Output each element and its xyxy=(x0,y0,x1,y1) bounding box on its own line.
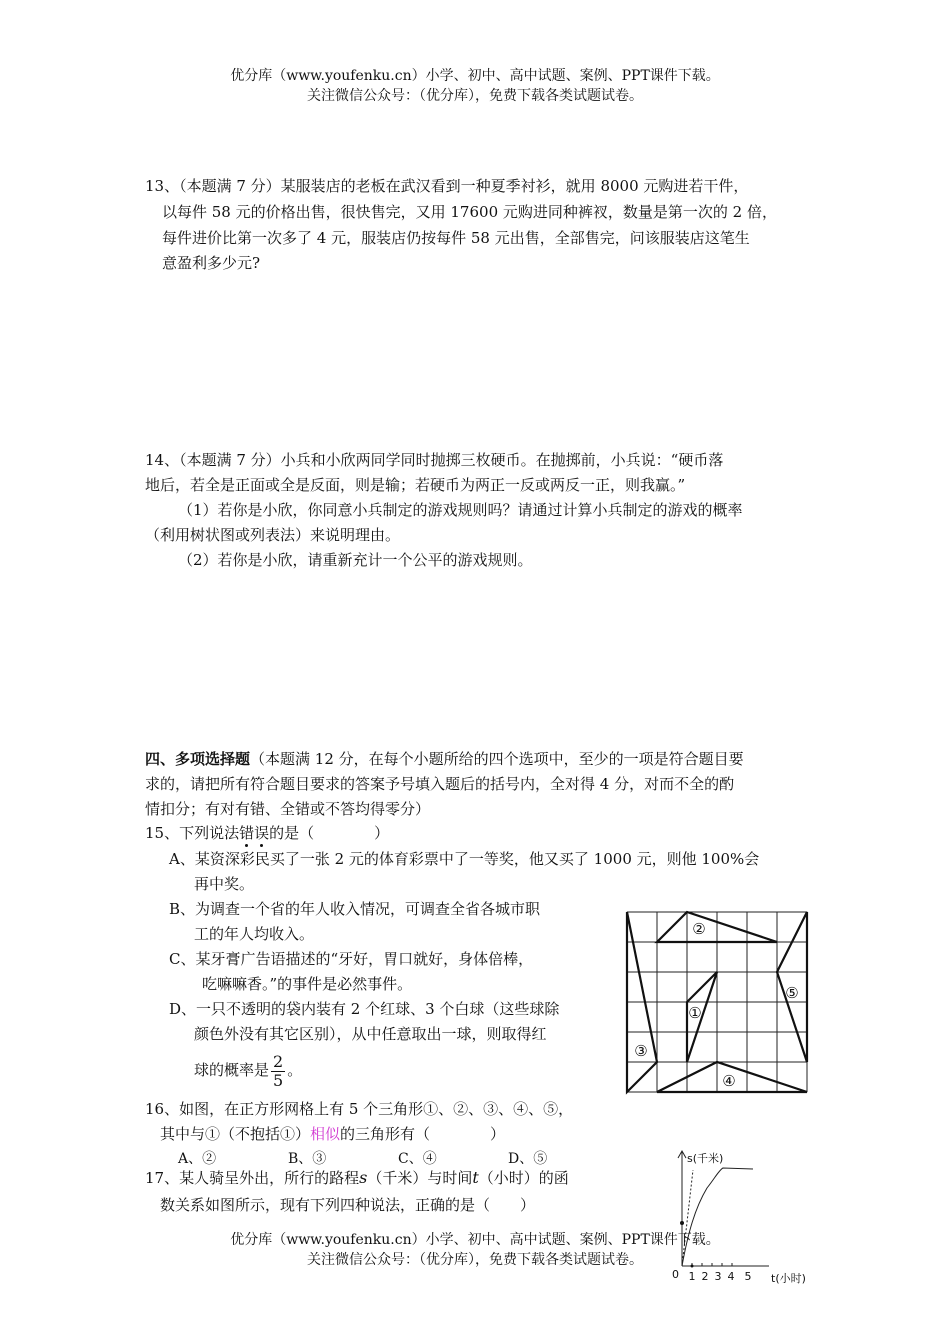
q16-line-2 xyxy=(160,1121,505,1147)
x-tick-3: 3 xyxy=(714,1270,722,1283)
q14-line-2: 地后，若全是正面或全是反面，则是输；若硬币为两正一反或两反一正，则我赢。” xyxy=(145,476,686,494)
fraction-two-fifths xyxy=(271,1053,285,1090)
label-1: ① xyxy=(688,1004,702,1022)
section-4-intro: （本题满 12 分，在每个小题所给的四个选项中，至少的一项是符合题目要 xyxy=(250,750,744,768)
q15-option-a-cont: 再中奖。 xyxy=(194,875,255,893)
q17-line-1c: （小时）的函 xyxy=(478,1169,569,1187)
x-tick-4: 4 xyxy=(727,1270,735,1283)
q14-part-2: （2）若你是小欣，请重新充计一个公平的游戏规则。 xyxy=(178,551,533,569)
q17-var-t: t xyxy=(472,1168,479,1187)
q15-stem-a: 15、下列说法 xyxy=(145,824,240,842)
q17-line-1 xyxy=(145,1165,569,1191)
q15-option-a: A、某资深彩民买了一张 2 元的体育彩票中了一等奖，他又买了 1000 元，则他 100%会 xyxy=(169,850,760,868)
q15-emph-1: 错 xyxy=(239,824,255,842)
footer-line-2: 关注微信公众号：（优分库），免费下载各类试题试卷。 xyxy=(307,1252,643,1268)
label-4: ④ xyxy=(722,1072,736,1090)
x-axis-label: t(小时) xyxy=(771,1272,806,1285)
section-4-intro-3: 情扣分；有对有错、全错或不答均得零分） xyxy=(145,800,431,818)
q14-part-1: （1）若你是小欣，你同意小兵制定的游戏规则吗？请通过计算小兵制定的游戏的概率 xyxy=(178,501,743,519)
q15-option-b-cont: 工的年人均收入。 xyxy=(194,925,315,943)
q15-stem-d: 的是（ ） xyxy=(269,824,390,842)
header-line-1: 优分库（www.youfenku.cn）小学、初中、高中试题、案例、PPT课件下载。 xyxy=(230,68,720,84)
q16-line-2a: 其中与①（不抱括①） xyxy=(160,1125,311,1143)
x-tick-1: 1 xyxy=(688,1270,696,1283)
label-3: ③ xyxy=(634,1042,648,1060)
q16-option-b: B、③ xyxy=(288,1151,327,1167)
q16-highlight: 相似 xyxy=(310,1125,341,1143)
q15-stem xyxy=(145,820,389,846)
q16-option-a: A、② xyxy=(178,1151,217,1167)
label-5: ⑤ xyxy=(785,984,799,1002)
fraction-denominator: 5 xyxy=(273,1070,284,1090)
footer-line-1: 优分库（www.youfenku.cn）小学、初中、高中试题、案例、PPT课件下载。 xyxy=(230,1232,720,1248)
q15-option-c-cont: 吃嘛嘛香。”的事件是必然事件。 xyxy=(202,975,413,993)
q16-line-2c: 的三角形有（ ） xyxy=(340,1125,506,1143)
q15-emph-2: 误 xyxy=(254,824,270,842)
q15-option-d-prob-text: 球的概率是 xyxy=(194,1061,270,1079)
q15-option-b: B、为调查一个省的年人收入情况，可调查全省各城市职 xyxy=(169,900,541,918)
q16-option-c: C、④ xyxy=(398,1151,437,1167)
point-on-axis xyxy=(680,1221,684,1225)
q15-option-d-cont: 颜色外没有其它区别），从中任意取出一球，则取得红 xyxy=(194,1025,547,1043)
section-4-title: 四、多项选择题 xyxy=(145,750,251,768)
q15-option-c: C、某牙膏广告语描述的“牙好，胃口就好，身体倍棒， xyxy=(169,950,534,968)
q14-part-1-cont: （利用树状图或列表法）来说明理由。 xyxy=(145,526,401,544)
section-4-intro-2: 求的，请把所有符合题目要求的答案予号填入题后的括号内，全对得 4 分，对而不全的酌 xyxy=(145,775,735,793)
origin-label: 0 xyxy=(672,1268,679,1281)
q16-line-1: 16、如图，在正方形网格上有 5 个三角形①、②、③、④、⑤， xyxy=(145,1100,574,1118)
x-tick-2: 2 xyxy=(701,1270,709,1283)
fraction-numerator: 2 xyxy=(273,1051,284,1071)
q14-line-1: 14、（本题满 7 分）小兵和小欣两同学同时抛掷三枚硬币。在抛掷前，小兵说：“硬币落 xyxy=(145,451,724,469)
triangle-grid-figure xyxy=(625,910,811,1096)
q15-option-d-period: 。 xyxy=(287,1061,303,1079)
q17-var-s: s xyxy=(359,1168,368,1187)
q16-option-d: D、⑤ xyxy=(508,1151,548,1167)
q17-line-1a: 17、某人骑呈外出，所行的路程 xyxy=(145,1169,360,1187)
q13-line-2: 以每件 58 元的价格出售，很快售完，又用 17600 元购进同种裤衩，数量是第一次的 2 倍， xyxy=(162,203,777,221)
q15-option-d: D、一只不透明的袋内装有 2 个红球、3 个白球（这些球除 xyxy=(169,1000,560,1018)
q15-option-d-end xyxy=(194,1046,302,1094)
q17-line-2: 数关系如图所示，现有下列四种说法，正确的是（ ） xyxy=(160,1196,536,1214)
q13-line-4: 意盈利多少元? xyxy=(162,254,261,272)
q13-line-3: 每件进价比第一次多了 4 元，服装店仍按每件 58 元出售，全部售完，问该服装店这笔生 xyxy=(162,229,750,247)
q17-line-1b: （千米）与时间 xyxy=(367,1169,473,1187)
x-tick-5: 5 xyxy=(744,1270,752,1283)
y-axis-label: s(千米) xyxy=(687,1152,724,1165)
label-2: ② xyxy=(692,920,706,938)
header-line-2: 关注微信公众号：（优分库），免费下载各类试题试卷。 xyxy=(307,88,643,104)
q13-line-1: 13、（本题满 7 分）某服装店的老板在武汉看到一种夏季衬衫，就用 8000 元购进若干件， xyxy=(145,177,749,195)
